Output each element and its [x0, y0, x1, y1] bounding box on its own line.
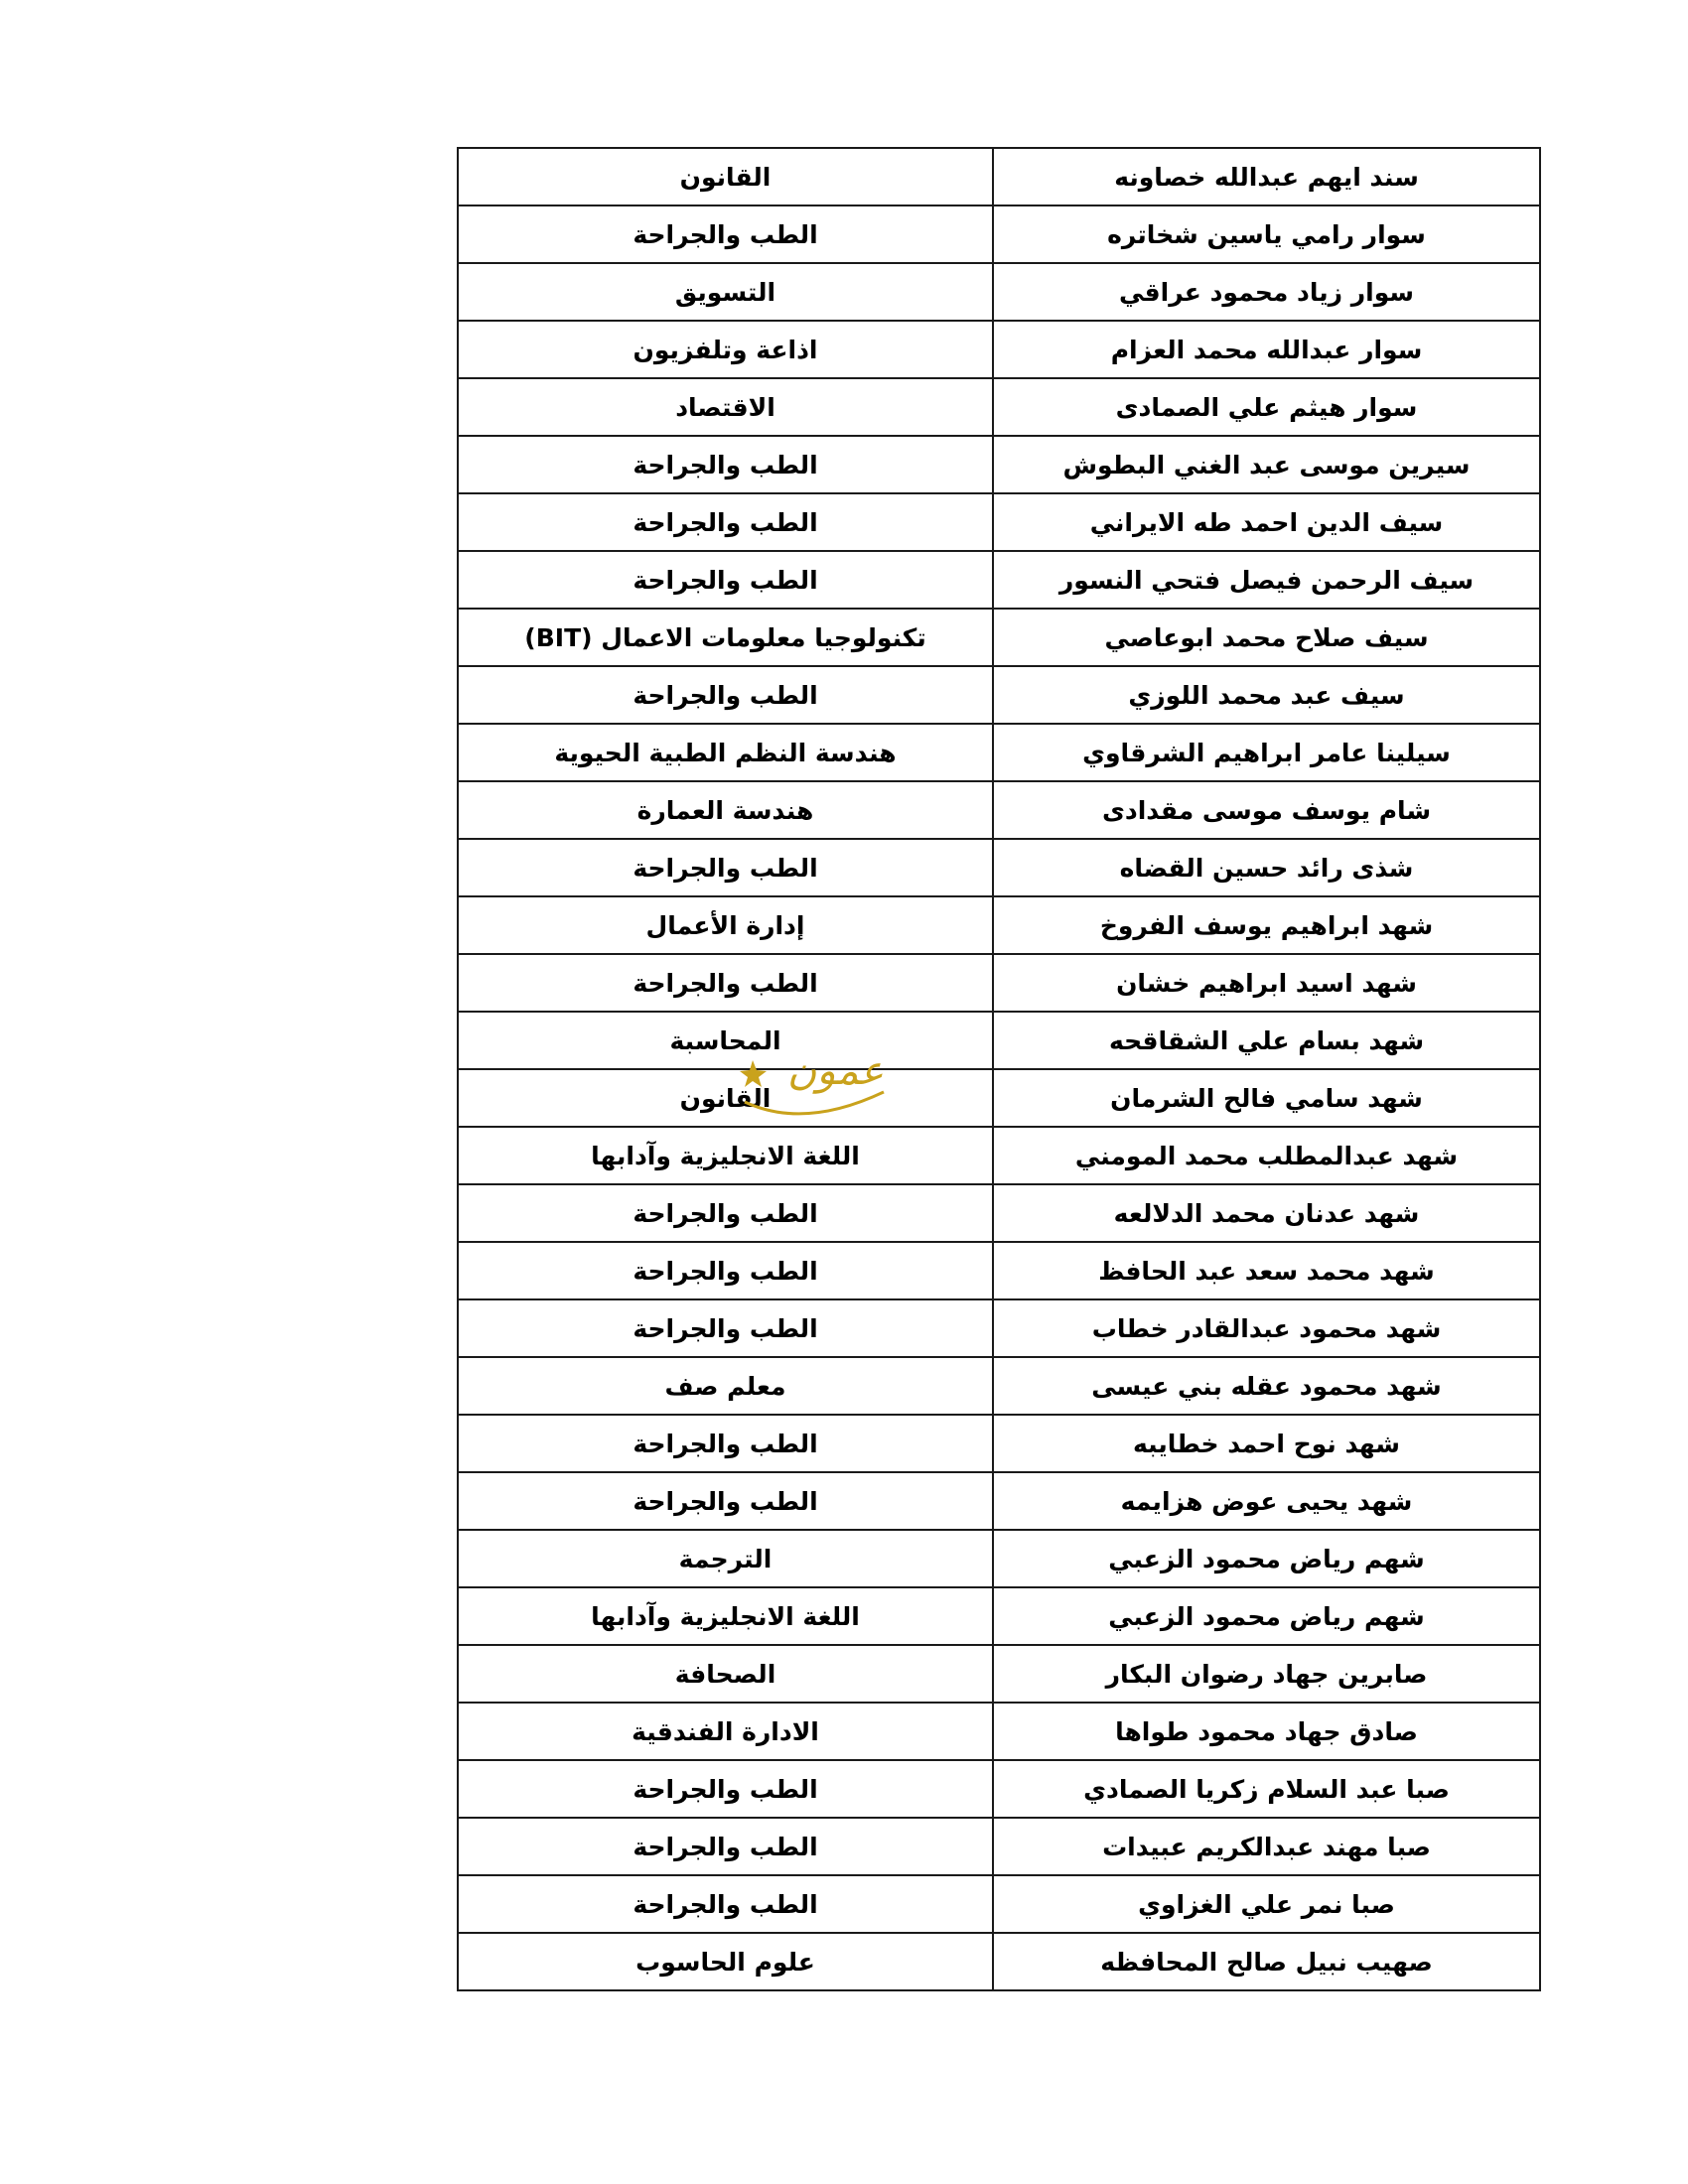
student-name-cell: صبا مهند عبدالكريم عبيدات — [993, 1818, 1540, 1875]
major-cell: الادارة الفندقية — [458, 1703, 993, 1760]
major-cell: الطب والجراحة — [458, 493, 993, 551]
table-row — [458, 1472, 1540, 1530]
student-name-cell: صبا عبد السلام زكريا الصمادي — [993, 1760, 1540, 1818]
student-name-cell: صهيب نبيل صالح المحافظه — [993, 1933, 1540, 1990]
watermark-text: عمون — [786, 1048, 884, 1094]
student-name-cell: سوار هيثم علي الصمادى — [993, 378, 1540, 436]
table-row — [458, 1069, 1540, 1127]
student-name-cell: شهد نوح احمد خطايبه — [993, 1415, 1540, 1472]
major-cell: الصحافة — [458, 1645, 993, 1703]
table-row — [458, 551, 1540, 609]
watermark-swoosh — [745, 1092, 884, 1114]
student-name-cell: شهم رياض محمود الزعبي — [993, 1530, 1540, 1587]
table-row — [458, 1703, 1540, 1760]
major-cell: الطب والجراحة — [458, 1472, 993, 1530]
table-row — [458, 1818, 1540, 1875]
student-name-cell: شام يوسف موسى مقدادى — [993, 781, 1540, 839]
table-row — [458, 1012, 1540, 1069]
major-cell: الطب والجراحة — [458, 954, 993, 1012]
student-name-cell: شهد محمود عبدالقادر خطاب — [993, 1299, 1540, 1357]
student-name-cell: سيف صلاح محمد ابوعاصي — [993, 609, 1540, 666]
student-name-cell: سيف عبد محمد اللوزي — [993, 666, 1540, 724]
student-name-cell: شهد اسيد ابراهيم خشان — [993, 954, 1540, 1012]
major-cell: الطب والجراحة — [458, 1875, 993, 1933]
table-row — [458, 1242, 1540, 1299]
table-row — [458, 1933, 1540, 1990]
student-name-cell: سوار رامي ياسين شخاتره — [993, 205, 1540, 263]
table-row — [458, 148, 1540, 205]
student-name-cell: شذى رائد حسين القضاه — [993, 839, 1540, 896]
major-cell: الطب والجراحة — [458, 205, 993, 263]
major-cell: القانون — [458, 1069, 993, 1127]
student-name-cell: سوار عبدالله محمد العزام — [993, 321, 1540, 378]
major-cell: الطب والجراحة — [458, 436, 993, 493]
student-name-cell: سيف الرحمن فيصل فتحي النسور — [993, 551, 1540, 609]
major-cell: التسويق — [458, 263, 993, 321]
table-row — [458, 896, 1540, 954]
major-cell: اللغة الانجليزية وآدابها — [458, 1587, 993, 1645]
major-cell: الطب والجراحة — [458, 1242, 993, 1299]
table-row — [458, 1415, 1540, 1472]
student-name-cell: شهد يحيى عوض هزايمه — [993, 1472, 1540, 1530]
major-cell: تكنولوجيا معلومات الاعمال (BIT) — [458, 609, 993, 666]
student-name-cell: شهد ابراهيم يوسف الفروخ — [993, 896, 1540, 954]
major-cell: الطب والجراحة — [458, 1760, 993, 1818]
major-cell: الطب والجراحة — [458, 666, 993, 724]
major-cell: هندسة النظم الطبية الحيوية — [458, 724, 993, 781]
major-cell: معلم صف — [458, 1357, 993, 1415]
student-name-cell: شهد عدنان محمد الدلالعه — [993, 1184, 1540, 1242]
table-row — [458, 1357, 1540, 1415]
student-name-cell: سوار زياد محمود عراقي — [993, 263, 1540, 321]
student-name-cell: سند ايهم عبدالله خصاونه — [993, 148, 1540, 205]
student-name-cell: شهم رياض محمود الزعبي — [993, 1587, 1540, 1645]
students-table-body — [458, 148, 1540, 1990]
table-row — [458, 205, 1540, 263]
student-name-cell: صبا نمر علي الغزاوي — [993, 1875, 1540, 1933]
major-cell: علوم الحاسوب — [458, 1933, 993, 1990]
major-cell: الطب والجراحة — [458, 1184, 993, 1242]
student-name-cell: شهد بسام علي الشقاقحه — [993, 1012, 1540, 1069]
major-cell: اللغة الانجليزية وآدابها — [458, 1127, 993, 1184]
table-row — [458, 781, 1540, 839]
table-row — [458, 1127, 1540, 1184]
major-cell: الطب والجراحة — [458, 1299, 993, 1357]
major-cell: هندسة العمارة — [458, 781, 993, 839]
student-name-cell: صابرين جهاد رضوان البكار — [993, 1645, 1540, 1703]
major-cell: الترجمة — [458, 1530, 993, 1587]
table-row — [458, 1587, 1540, 1645]
student-name-cell: شهد محمد سعد عبد الحافظ — [993, 1242, 1540, 1299]
table-row — [458, 1184, 1540, 1242]
table-row — [458, 724, 1540, 781]
major-cell: اذاعة وتلفزيون — [458, 321, 993, 378]
table-row — [458, 321, 1540, 378]
major-cell: إدارة الأعمال — [458, 896, 993, 954]
student-name-cell: شهد عبدالمطلب محمد المومني — [993, 1127, 1540, 1184]
ammon-watermark-logo — [735, 1034, 933, 1124]
major-cell: الطب والجراحة — [458, 551, 993, 609]
student-name-cell: شهد محمود عقله بني عيسى — [993, 1357, 1540, 1415]
student-name-cell: سيف الدين احمد طه الايراني — [993, 493, 1540, 551]
major-cell: الطب والجراحة — [458, 839, 993, 896]
table-row — [458, 1530, 1540, 1587]
major-cell: القانون — [458, 148, 993, 205]
watermark-star-icon — [740, 1060, 767, 1087]
table-row — [458, 1299, 1540, 1357]
table-row — [458, 666, 1540, 724]
table-row — [458, 1875, 1540, 1933]
table-row — [458, 436, 1540, 493]
major-cell: الطب والجراحة — [458, 1415, 993, 1472]
major-cell: المحاسبة — [458, 1012, 993, 1069]
major-cell: الطب والجراحة — [458, 1818, 993, 1875]
student-name-cell: سيرين موسى عبد الغني البطوش — [993, 436, 1540, 493]
student-name-cell: سيلينا عامر ابراهيم الشرقاوي — [993, 724, 1540, 781]
table-row — [458, 609, 1540, 666]
student-name-cell: شهد سامي فالح الشرمان — [993, 1069, 1540, 1127]
table-row — [458, 1760, 1540, 1818]
major-cell: الاقتصاد — [458, 378, 993, 436]
students-table — [457, 147, 1541, 1991]
table-row — [458, 378, 1540, 436]
table-row — [458, 839, 1540, 896]
table-row — [458, 263, 1540, 321]
table-row — [458, 954, 1540, 1012]
table-row — [458, 493, 1540, 551]
table-row — [458, 1645, 1540, 1703]
student-name-cell: صادق جهاد محمود طواها — [993, 1703, 1540, 1760]
